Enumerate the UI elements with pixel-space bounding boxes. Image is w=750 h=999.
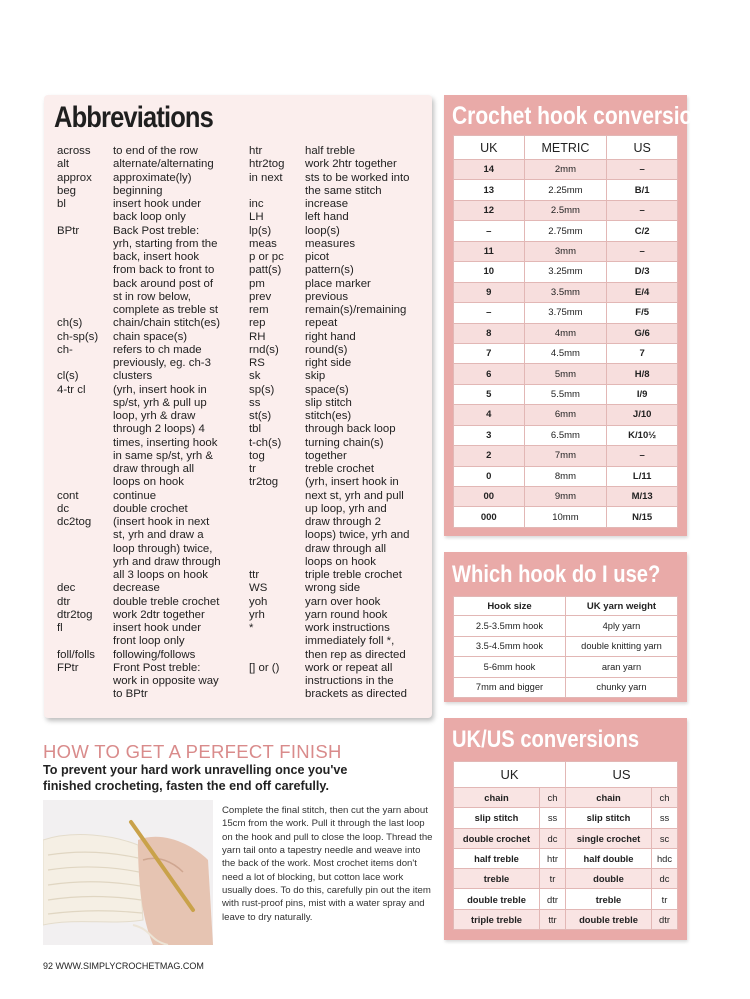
table-cell: 13 xyxy=(454,180,525,200)
abbreviation-term: lp(s) xyxy=(249,224,272,237)
table-cell: 2.75mm xyxy=(524,221,607,241)
abbreviation-term: * xyxy=(249,622,254,634)
abbreviation-entry xyxy=(249,304,429,317)
ukus-table xyxy=(453,761,678,930)
abbreviations-title: Abbreviations xyxy=(54,101,213,134)
abbreviation-definition: left hand xyxy=(305,211,349,224)
table-row xyxy=(454,889,678,909)
table-row xyxy=(454,405,678,425)
abbreviation-term: t-ch(s) xyxy=(249,436,282,449)
table-cell: H/8 xyxy=(607,364,678,384)
table-cell: 3 xyxy=(454,425,525,445)
abbreviation-definition: skip xyxy=(305,370,326,383)
abbreviation-entry xyxy=(249,410,429,423)
abbreviation-entry xyxy=(249,172,429,199)
table-row xyxy=(454,616,678,637)
abbreviation-term: RH xyxy=(249,330,266,343)
crochet-hand-illustration xyxy=(43,800,213,945)
table-cell: slip stitch xyxy=(566,808,652,828)
abbreviation-entry xyxy=(249,158,429,171)
abbreviation-entry xyxy=(57,185,237,198)
abbreviation-entry xyxy=(249,225,429,238)
abbreviation-definition: loop(s) xyxy=(305,224,340,237)
which-hook-title: Which hook do I use? xyxy=(452,561,661,588)
table-cell: 12 xyxy=(454,200,525,220)
abbreviation-entry xyxy=(249,662,429,702)
table-cell: 3.75mm xyxy=(524,303,607,323)
abbreviation-term: beg xyxy=(57,184,77,197)
abbreviation-definition: decrease xyxy=(113,582,160,595)
abbreviation-entry xyxy=(249,609,429,622)
table-cell: I/9 xyxy=(607,384,678,404)
abbreviation-definition: approximate(ly) xyxy=(113,171,192,184)
table-cell: dtr xyxy=(540,889,566,909)
table-cell: L/11 xyxy=(607,466,678,486)
table-cell: ch xyxy=(652,788,678,808)
abbreviation-definition: turning chain(s) xyxy=(305,436,384,449)
table-cell: triple treble xyxy=(454,909,540,929)
table-cell: double xyxy=(566,869,652,889)
abbreviation-entry xyxy=(249,344,429,357)
table-cell: tr xyxy=(540,869,566,889)
abbreviation-entry xyxy=(249,476,429,569)
table-cell: M/13 xyxy=(607,487,678,507)
abbreviation-entry xyxy=(57,622,237,649)
abbreviation-definition: work instructions immediately foll *, then rep as directed xyxy=(305,622,406,661)
table-cell: 4mm xyxy=(524,323,607,343)
table-header-cell: US xyxy=(607,136,678,160)
abbreviation-entry xyxy=(57,516,237,582)
abbreviation-definition: Back Post treble: yrh, starting from the back, insert hook from back to front to back around post of st in row below, complete as treble st xyxy=(113,224,219,316)
abbreviation-entry xyxy=(249,145,429,158)
hook-conversions-panel xyxy=(444,95,717,536)
abbreviation-term: WS xyxy=(249,582,268,595)
abbreviation-term: 4-tr cl xyxy=(57,383,86,396)
abbreviation-entry xyxy=(57,370,237,383)
abbreviation-term: yoh xyxy=(249,595,268,608)
abbreviation-definition: pattern(s) xyxy=(305,264,354,277)
abbreviation-definition: work 2dtr together xyxy=(113,608,205,621)
abbreviation-definition: remain(s)/remaining xyxy=(305,304,407,316)
abbreviation-term: dec xyxy=(57,582,76,595)
abbreviation-definition: Front Post treble: work in opposite way to BPtr xyxy=(113,661,219,701)
abbreviation-entry xyxy=(57,172,237,185)
abbreviation-definition: insert hook under back loop only xyxy=(113,198,202,224)
abbreviation-entry xyxy=(57,344,237,371)
table-cell: double knitting yarn xyxy=(566,636,678,657)
abbreviation-entry xyxy=(249,384,429,397)
table-cell: 6.5mm xyxy=(524,425,607,445)
abbreviation-entry xyxy=(249,370,429,383)
table-cell: – xyxy=(607,160,678,180)
table-cell: ch xyxy=(540,788,566,808)
table-cell: 7mm xyxy=(524,446,607,466)
table-cell: 7 xyxy=(607,343,678,363)
abbreviation-definition: chain/chain stitch(es) xyxy=(113,317,220,330)
abbreviation-definition: chain space(s) xyxy=(113,330,188,343)
abbreviation-term: st(s) xyxy=(249,410,272,422)
abbreviation-definition: treble crochet xyxy=(305,463,375,475)
abbreviation-definition: work 2htr together xyxy=(305,158,397,171)
which-hook-panel xyxy=(444,552,687,702)
abbreviation-entry xyxy=(249,251,429,264)
abbreviation-term: ch(s) xyxy=(57,317,83,330)
table-cell: N/15 xyxy=(607,507,678,527)
ukus-title: UK/US conversions xyxy=(452,726,640,753)
abbreviation-definition: yarn round hook xyxy=(305,608,388,621)
abbreviation-term: rep xyxy=(249,317,266,330)
abbreviation-definition: wrong side xyxy=(305,582,361,595)
abbreviation-term: yrh xyxy=(249,608,265,621)
table-cell: 0 xyxy=(454,466,525,486)
abbreviation-definition: (yrh, insert hook in sp/st, yrh & pull up loop, yrh & draw through 2 loops) 4 times, inserting hook in same sp/st, yrh & draw through all loops on hook xyxy=(113,383,218,489)
table-cell: 3mm xyxy=(524,241,607,261)
abbreviation-entry xyxy=(249,264,429,277)
abbreviation-definition: double crochet xyxy=(113,502,188,515)
table-cell: 2.5-3.5mm hook xyxy=(454,616,566,637)
table-header-cell: UK xyxy=(454,136,525,160)
table-cell: 3.5-4.5mm hook xyxy=(454,636,566,657)
table-cell: 7 xyxy=(454,343,525,363)
abbreviation-entry xyxy=(57,317,237,330)
abbreviation-entry xyxy=(57,596,237,609)
abbreviation-entry xyxy=(249,211,429,224)
abbreviation-entry xyxy=(249,423,429,436)
table-row xyxy=(454,487,678,507)
abbreviation-definition: to end of the row xyxy=(113,145,198,157)
table-cell: hdc xyxy=(652,848,678,868)
abbreviation-definition: sts to be worked into the same stitch xyxy=(305,171,410,197)
table-cell: htr xyxy=(540,848,566,868)
table-cell: 9mm xyxy=(524,487,607,507)
abbreviation-definition: slip stitch xyxy=(305,396,352,409)
abbreviation-term: meas xyxy=(249,237,277,250)
table-cell: double crochet xyxy=(454,828,540,848)
abbreviation-term: rnd(s) xyxy=(249,343,279,356)
abbreviations-column-1 xyxy=(57,145,237,702)
table-cell: dtr xyxy=(652,909,678,929)
abbreviation-term: across xyxy=(57,145,91,157)
table-cell: half double xyxy=(566,848,652,868)
table-cell: dc xyxy=(652,869,678,889)
abbreviation-definition: (yrh, insert hook in next st, yrh and pull up loop, yrh and draw through 2 loops) twice, yrh and draw through all loops on hook xyxy=(305,476,410,568)
abbreviation-term: ch-sp(s) xyxy=(57,330,99,343)
abbreviation-entry xyxy=(57,490,237,503)
abbreviation-term: ch- xyxy=(57,343,73,356)
abbreviations-column-2 xyxy=(249,145,429,702)
abbreviation-entry xyxy=(249,397,429,410)
table-cell: 11 xyxy=(454,241,525,261)
abbreviation-definition: right hand xyxy=(305,330,356,343)
table-row xyxy=(454,808,678,828)
abbreviation-term: tr xyxy=(249,463,256,475)
abbreviation-entry xyxy=(249,357,429,370)
table-cell: 5mm xyxy=(524,364,607,384)
abbreviation-term: ss xyxy=(249,396,261,409)
abbreviation-entry xyxy=(57,331,237,344)
table-cell: 2 xyxy=(454,446,525,466)
table-row xyxy=(454,180,678,200)
table-row xyxy=(454,848,678,868)
table-cell: 3.5mm xyxy=(524,282,607,302)
table-cell: – xyxy=(607,446,678,466)
abbreviation-entry xyxy=(57,384,237,490)
abbreviation-term: dc2tog xyxy=(57,516,92,528)
abbreviation-term: inc xyxy=(249,198,264,210)
table-cell: ttr xyxy=(540,909,566,929)
table-cell: 6mm xyxy=(524,405,607,425)
abbreviation-entry xyxy=(249,238,429,251)
abbreviation-term: alt xyxy=(57,158,70,171)
abbreviation-term: prev xyxy=(249,290,272,303)
abbreviation-term: sk xyxy=(249,370,261,383)
finish-photo xyxy=(43,800,213,945)
abbreviation-entry xyxy=(57,225,237,318)
abbreviation-definition: insert hook under front loop only xyxy=(113,622,202,648)
abbreviation-entry xyxy=(57,158,237,171)
table-cell: 10mm xyxy=(524,507,607,527)
table-cell: 4ply yarn xyxy=(566,616,678,637)
table-cell: 10 xyxy=(454,262,525,282)
table-row xyxy=(454,636,678,657)
abbreviation-definition: place marker xyxy=(305,277,371,290)
table-row xyxy=(454,466,678,486)
abbreviation-definition: following/follows xyxy=(113,648,196,661)
table-cell: tr xyxy=(652,889,678,909)
abbreviation-definition: previous xyxy=(305,290,349,303)
table-cell: chunky yarn xyxy=(566,677,678,698)
abbreviation-entry xyxy=(249,622,429,662)
table-header-cell: UK xyxy=(454,762,566,788)
table-row xyxy=(454,200,678,220)
abbreviation-entry xyxy=(249,582,429,595)
table-row xyxy=(454,657,678,678)
abbreviation-term: FPtr xyxy=(57,661,79,674)
finish-title: HOW TO GET A PERFECT FINISH xyxy=(43,741,342,762)
which-hook-table xyxy=(453,596,678,698)
table-row xyxy=(454,507,678,527)
finish-body: Complete the final stitch, then cut the yarn about 15cm from the work. Pull it through the last loop on the hook and pull to close the loop. Thread the yarn tail onto a tapestry needle and weave into the back of the work. Most crochet items don't need a lot of blocking, but cotton lace work usually does. To do this, carefully pin out the item with rust-proof pins, mist with a water spray and leave to dry naturally. xyxy=(222,805,433,923)
abbreviation-entry xyxy=(249,596,429,609)
table-cell: 9 xyxy=(454,282,525,302)
abbreviation-definition: increase xyxy=(305,198,349,210)
table-cell: ss xyxy=(540,808,566,828)
table-cell: – xyxy=(607,241,678,261)
table-cell: F/5 xyxy=(607,303,678,323)
table-cell: 8mm xyxy=(524,466,607,486)
table-cell: 7mm and bigger xyxy=(454,677,566,698)
table-cell: 2.5mm xyxy=(524,200,607,220)
abbreviation-definition: together xyxy=(305,449,347,462)
abbreviation-definition: space(s) xyxy=(305,383,349,396)
abbreviation-definition: through back loop xyxy=(305,423,396,436)
abbreviation-term: RS xyxy=(249,357,265,369)
table-cell: treble xyxy=(454,869,540,889)
abbreviation-term: patt(s) xyxy=(249,264,282,277)
abbreviation-term: tog xyxy=(249,449,265,462)
abbreviation-term: tbl xyxy=(249,423,262,436)
table-cell: K/10½ xyxy=(607,425,678,445)
table-cell: ss xyxy=(652,808,678,828)
abbreviation-term: p or pc xyxy=(249,251,284,263)
abbreviation-definition: half treble xyxy=(305,145,356,157)
abbreviation-term: cl(s) xyxy=(57,370,79,383)
abbreviation-term: in next xyxy=(249,171,283,184)
table-cell: E/4 xyxy=(607,282,678,302)
table-cell: chain xyxy=(454,788,540,808)
table-row xyxy=(454,788,678,808)
table-row xyxy=(454,343,678,363)
abbreviation-entry xyxy=(57,609,237,622)
hook-conversions-title: Crochet hook conversions xyxy=(452,102,717,130)
table-cell: C/2 xyxy=(607,221,678,241)
table-cell: 6 xyxy=(454,364,525,384)
abbreviation-entry xyxy=(249,198,429,211)
table-cell: 4 xyxy=(454,405,525,425)
abbreviation-term: dc xyxy=(57,502,70,515)
abbreviation-term: sp(s) xyxy=(249,383,275,396)
table-row xyxy=(454,160,678,180)
abbreviation-term: dtr xyxy=(57,595,71,608)
abbreviation-term: htr2tog xyxy=(249,158,285,171)
table-cell: treble xyxy=(566,889,652,909)
table-row xyxy=(454,446,678,466)
table-cell: 5 xyxy=(454,384,525,404)
abbreviation-definition: clusters xyxy=(113,370,153,383)
abbreviation-term: pm xyxy=(249,277,265,290)
abbreviation-entry xyxy=(57,198,237,225)
table-cell: – xyxy=(607,200,678,220)
hook-conversions-table xyxy=(453,135,678,528)
table-cell: 2mm xyxy=(524,160,607,180)
abbreviation-definition: measures xyxy=(305,237,356,250)
table-row xyxy=(454,282,678,302)
abbreviation-term: foll/folls xyxy=(57,648,95,661)
abbreviation-term: ttr xyxy=(249,569,260,581)
abbreviation-term: rem xyxy=(249,304,269,316)
abbreviation-definition: work or repeat all instructions in the brackets as directed xyxy=(305,661,407,701)
table-row xyxy=(454,677,678,698)
table-cell: J/10 xyxy=(607,405,678,425)
abbreviation-term: tr2tog xyxy=(249,476,279,489)
abbreviation-term: bl xyxy=(57,198,66,210)
table-cell: 00 xyxy=(454,487,525,507)
abbreviation-entry xyxy=(249,278,429,291)
table-header-cell: US xyxy=(566,762,678,788)
abbreviations-panel xyxy=(44,95,432,718)
page-footer: 92 WWW.SIMPLYCROCHETMAG.COM xyxy=(43,961,204,971)
table-cell: single crochet xyxy=(566,828,652,848)
table-row xyxy=(454,323,678,343)
abbreviation-definition: triple treble crochet xyxy=(305,569,402,581)
ukus-panel xyxy=(444,718,687,940)
table-cell: half treble xyxy=(454,848,540,868)
table-row xyxy=(454,384,678,404)
abbreviation-definition: right side xyxy=(305,357,352,369)
table-header-cell: UK yarn weight xyxy=(566,597,678,616)
abbreviation-term: htr xyxy=(249,145,263,157)
table-row xyxy=(454,241,678,261)
table-cell: chain xyxy=(566,788,652,808)
table-cell: 000 xyxy=(454,507,525,527)
abbreviation-term: [] or () xyxy=(249,661,280,674)
table-cell: sc xyxy=(652,828,678,848)
table-cell: double treble xyxy=(454,889,540,909)
abbreviation-entry xyxy=(249,331,429,344)
abbreviation-definition: refers to ch made previously, eg. ch-3 xyxy=(113,343,211,369)
table-header-cell: METRIC xyxy=(524,136,607,160)
abbreviation-term: approx xyxy=(57,171,92,184)
table-cell: – xyxy=(454,303,525,323)
abbreviation-term: BPtr xyxy=(57,224,80,237)
abbreviation-entry xyxy=(57,582,237,595)
table-cell: 5.5mm xyxy=(524,384,607,404)
abbreviation-term: cont xyxy=(57,489,79,502)
abbreviation-entry xyxy=(249,437,429,450)
abbreviation-entry xyxy=(57,662,237,702)
abbreviation-definition: (insert hook in next st, yrh and draw a loop through) twice, yrh and draw through all 3 loops on hook xyxy=(113,516,221,581)
abbreviation-entry xyxy=(57,145,237,158)
table-row xyxy=(454,909,678,929)
abbreviation-entry xyxy=(249,463,429,476)
abbreviation-entry xyxy=(57,503,237,516)
table-row xyxy=(454,869,678,889)
table-cell: – xyxy=(454,221,525,241)
table-row xyxy=(454,364,678,384)
abbreviation-definition: continue xyxy=(113,489,157,502)
table-cell: G/6 xyxy=(607,323,678,343)
table-cell: 8 xyxy=(454,323,525,343)
abbreviation-definition: picot xyxy=(305,251,330,263)
abbreviation-definition: alternate/alternating xyxy=(113,158,214,171)
table-row xyxy=(454,221,678,241)
table-cell: dc xyxy=(540,828,566,848)
abbreviation-entry xyxy=(249,569,429,582)
abbreviation-entry xyxy=(249,291,429,304)
table-cell: double treble xyxy=(566,909,652,929)
finish-lead: To prevent your hard work unravelling once you've finished crocheting, fasten the end off carefully. xyxy=(43,763,348,793)
abbreviation-definition: yarn over hook xyxy=(305,595,381,608)
abbreviation-term: LH xyxy=(249,211,264,224)
table-row xyxy=(454,828,678,848)
abbreviation-entry xyxy=(249,450,429,463)
table-cell: 5-6mm hook xyxy=(454,657,566,678)
abbreviation-definition: double treble crochet xyxy=(113,595,220,608)
table-cell: B/1 xyxy=(607,180,678,200)
abbreviation-term: dtr2tog xyxy=(57,608,93,621)
abbreviation-term: fl xyxy=(57,622,63,634)
abbreviation-definition: stitch(es) xyxy=(305,410,352,422)
table-cell: slip stitch xyxy=(454,808,540,828)
table-row xyxy=(454,262,678,282)
abbreviation-definition: beginning xyxy=(113,184,163,197)
table-cell: 14 xyxy=(454,160,525,180)
table-cell: 2.25mm xyxy=(524,180,607,200)
table-row xyxy=(454,425,678,445)
table-cell: 3.25mm xyxy=(524,262,607,282)
abbreviation-entry xyxy=(57,649,237,662)
table-cell: 4.5mm xyxy=(524,343,607,363)
table-cell: D/3 xyxy=(607,262,678,282)
abbreviation-definition: round(s) xyxy=(305,343,348,356)
abbreviation-entry xyxy=(249,317,429,330)
abbreviation-definition: repeat xyxy=(305,317,338,330)
table-cell: aran yarn xyxy=(566,657,678,678)
table-row xyxy=(454,303,678,323)
table-header-cell: Hook size xyxy=(454,597,566,616)
